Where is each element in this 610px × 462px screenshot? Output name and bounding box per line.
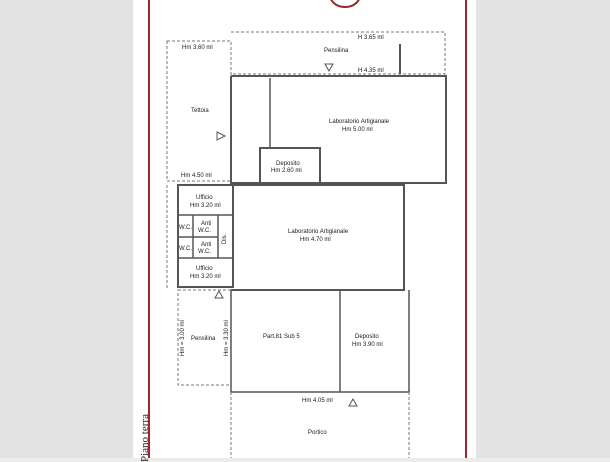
deposito-small-label: Deposito	[276, 161, 300, 167]
part81-walls	[231, 290, 409, 392]
dis-label: Dis.	[222, 233, 228, 244]
lab-top-label: Laboratorio Artigianale	[329, 119, 390, 125]
ufficio-bottom-label: Ufficio	[196, 266, 213, 272]
wc-2-label: W.C.	[179, 246, 192, 252]
anti-wc-1-sub: W.C.	[198, 228, 211, 234]
pensilina-top-h-a: H 3.65 ml	[358, 35, 384, 41]
plan-caption: Piano terra	[139, 414, 151, 462]
part81-label: Part.81 Sub 5	[263, 334, 300, 340]
deposito-big-h: Hm 3.90 ml	[352, 342, 383, 348]
entry-arrow	[215, 291, 223, 298]
anti-wc-2-sub: W.C.	[198, 249, 211, 255]
entry-arrow	[349, 399, 357, 406]
pensilina-top-h-b: H 4.35 ml	[358, 68, 384, 74]
wc-1-label: W.C.	[179, 225, 192, 231]
entry-arrow	[325, 64, 333, 71]
pensilina-left-h-a: Hm = 3.00 ml	[180, 320, 186, 356]
lab-top-walls	[231, 76, 446, 183]
lab-top-h: Hm 5.00 ml	[342, 127, 373, 133]
pensilina-left-h-b: Hm = 3.30 ml	[224, 320, 230, 356]
tettoia-h-bottom: Hm 4.50 ml	[181, 173, 212, 179]
ufficio-top-label: Ufficio	[196, 195, 213, 201]
deposito-small-h: Hm 2.60 ml	[271, 168, 302, 174]
entry-arrow	[217, 132, 225, 140]
pensilina-top-label: Pensilina	[324, 48, 349, 54]
tettoia-label: Tettoia	[191, 108, 209, 114]
ufficio-bottom-h: Hm 3.20 ml	[190, 274, 221, 280]
pensilina-left-label: Pensilina	[191, 336, 216, 342]
lab-mid-h: Hm 4.70 ml	[300, 237, 331, 243]
anti-wc-1-label: Anti	[201, 221, 212, 227]
portico-label: Portico	[308, 430, 327, 436]
lab-mid-label: Laboratorio Artigianale	[288, 229, 349, 235]
deposito-big-label: Deposito	[355, 334, 379, 340]
portico-h: Hm 4.05 ml	[302, 398, 333, 404]
anti-wc-2-label: Anti	[201, 242, 212, 248]
ufficio-top-h: Hm 3.20 ml	[190, 203, 221, 209]
tettoia-h-top: Hm 3.60 ml	[182, 45, 213, 51]
